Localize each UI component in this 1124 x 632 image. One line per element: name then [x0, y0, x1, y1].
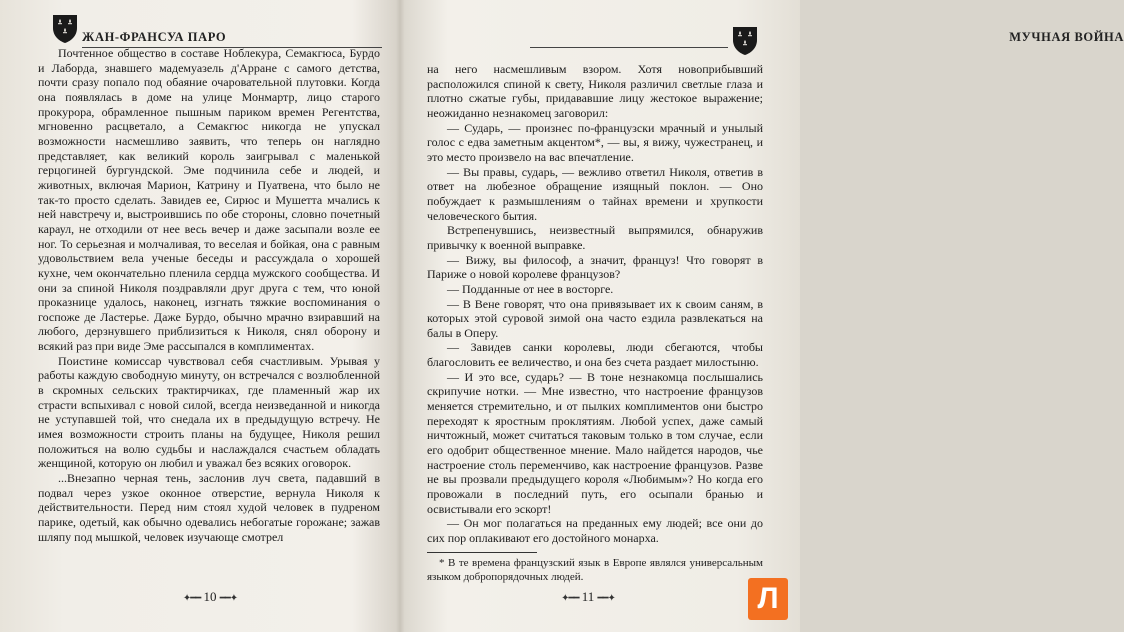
left-page	[0, 0, 398, 632]
paragraph: — Вы правы, сударь, — вежливо ответил Николя, ответив в ответ на любезное обращение изящный поклон. — Оно побуждает к размышлениям о тайнах времени и хрупкости человеческого бытия.	[427, 164, 763, 223]
ornament-icon: ✦━━	[182, 593, 201, 604]
paragraph: — Вижу, вы философ, а значит, француз! Что говорят в Париже о новой королеве французов?	[427, 252, 763, 282]
paragraph: — В Вене говорят, что она привязывает их к своим саням, в которых этой суровой зимой она часто ездила развлекаться на балы в Оперу.	[427, 296, 763, 340]
running-head-right: МУЧНАЯ ВОЙНА	[1009, 30, 1124, 44]
page-number: 10	[203, 589, 217, 604]
left-page-body	[38, 46, 380, 544]
page-number-right	[538, 589, 638, 605]
paragraph: — Подданные от нее в восторге.	[447, 281, 614, 296]
paragraph: — И это все, сударь? — В тоне незнакомца послышались скрипучие нотки. — Мне известно, что настроение французов меняется стремительно, и от пылких комплиментов они быстро переходят к яростным проклятиям. Любой успех, даже самый ничтожный, может считаться таковым только в том случае, если его одобрит общественное мнение. Мало найдется народов, чье настроение столь переменчиво, как настроение французов. Разве не вы прозвали предыдущего короля «Любимым»? Но когда его провожали в последний путь, его осыпали бранью и освистывали его эскорт!	[427, 369, 763, 516]
paragraph: на него насмешливым взором. Хотя новоприбывший расположился спиной к свету, Николя различил светлые глаза и плотно сжатые губы, придававшие лицу жестокое выражение; неожиданно незнакомец заговорил:	[427, 62, 763, 120]
paragraph: ...Внезапно черная тень, заслонив луч света, падавший в подвал через узкое оконное отверстие, вернула Николя к действительности. Перед ним стоял худой человек в пудреном парике, одетый, как обычно одевались небогатые горожане; зажав шляпу под мышкой, человек изучающе смотрел	[38, 471, 380, 544]
page-number-left	[160, 589, 260, 605]
footnote-rule	[427, 552, 537, 553]
paragraph: — Сударь, — произнес по-французски мрачный и унылый голос с едва заметным акцентом*, — вы, я вижу, чужестранец, и это место произвело на вас впечатление.	[427, 120, 763, 164]
paragraph: Встрепенувшись, неизвестный выпрямился, обнаружив привычку к военной выправке.	[427, 223, 763, 252]
right-page-body	[427, 62, 763, 546]
page-number: 11	[581, 589, 595, 604]
paragraph: — Он мог полагаться на преданных ему людей; все они до сих пор оплакивают его достойного монарха.	[427, 516, 763, 545]
publisher-logo-badge	[748, 578, 788, 620]
ornament-icon: ━━✦	[219, 593, 238, 604]
running-head-left: ЖАН-ФРАНСУА ПАРО	[82, 30, 227, 44]
ornament-icon: ━━✦	[597, 593, 615, 604]
publisher-logo-letter: Л	[757, 582, 779, 615]
header-rule-right	[530, 47, 728, 48]
footnote: * В те времена французский язык в Европе являлся универсальным языком добропорядочных людей.	[427, 557, 763, 583]
paragraph: — Завидев санки королевы, люди сбегаются, чтобы благословить ее величество, и она без счета раздает милостыню.	[427, 340, 763, 370]
fleur-de-lis-shield-icon	[732, 26, 758, 56]
paragraph: Поистине комиссар чувствовал себя счастливым. Урывая у работы каждую свободную минуту, он встречался с возлюбленной в скромных сельских трактирчиках, где пламенный жар их страсти вспыхивал с новой силой, всегда неизведанной и никогда не уступавшей той, что снедала их в предыдущую встречу. Не имея возможности строить планы на будущее, Николя решил положиться на волю судьбы и наслаждался счастьем обладать женщиной, которую он любил и уважал без всяких оговорок.	[38, 353, 380, 471]
paragraph: Почтенное общество в составе Ноблекура, Семакгюса, Бурдо и Лаборда, знавшего мадемуазель д'Арране с самого детства, почти сразу попало под обаяние очаровательной плутовки. Когда она появлялась в доме на улице Монмартр, лицо старого прокурора, обрамленное пышным париком времен Регентства, мгновенно расцветало, а Семакгюс никогда не упускал возможности насмешливо заявить, что теперь он наглядно представляет, как великий король заигрывал с маленькой герцогиней бургундской. Эме подчинила себе и людей, и животных, включая Марион, Катрину и Пуатвена, что было не так-то просто сделать. Завидев ее, Сирюс и Мушетта мчались к ней навстречу и, выстроившись по обе стороны, словно почетный караул, не отходили от нее весь вечер и даже засыпали возле ее ног. То серьезная и молчаливая, то веселая и бойкая, она с равным удовольствием вела ученые беседы и рассуждала о хорошей кухне, чем окончательно пленила сердца мужского сообщества. И они за спиной Николя поздравляли друг друга с тем, что юной проказнице удалось, наконец, изгнать тяжкие воспоминания о госпоже де Ластерье. Даже Бурдо, обычно мрачно взиравший на любого, дерзнувшего приблизиться к Николя, снял оборону и всякий раз при виде Эме рассыпался в комплиментах.	[38, 46, 380, 354]
ornament-icon: ✦━━	[561, 593, 579, 604]
fleur-de-lis-shield-icon	[52, 14, 78, 44]
